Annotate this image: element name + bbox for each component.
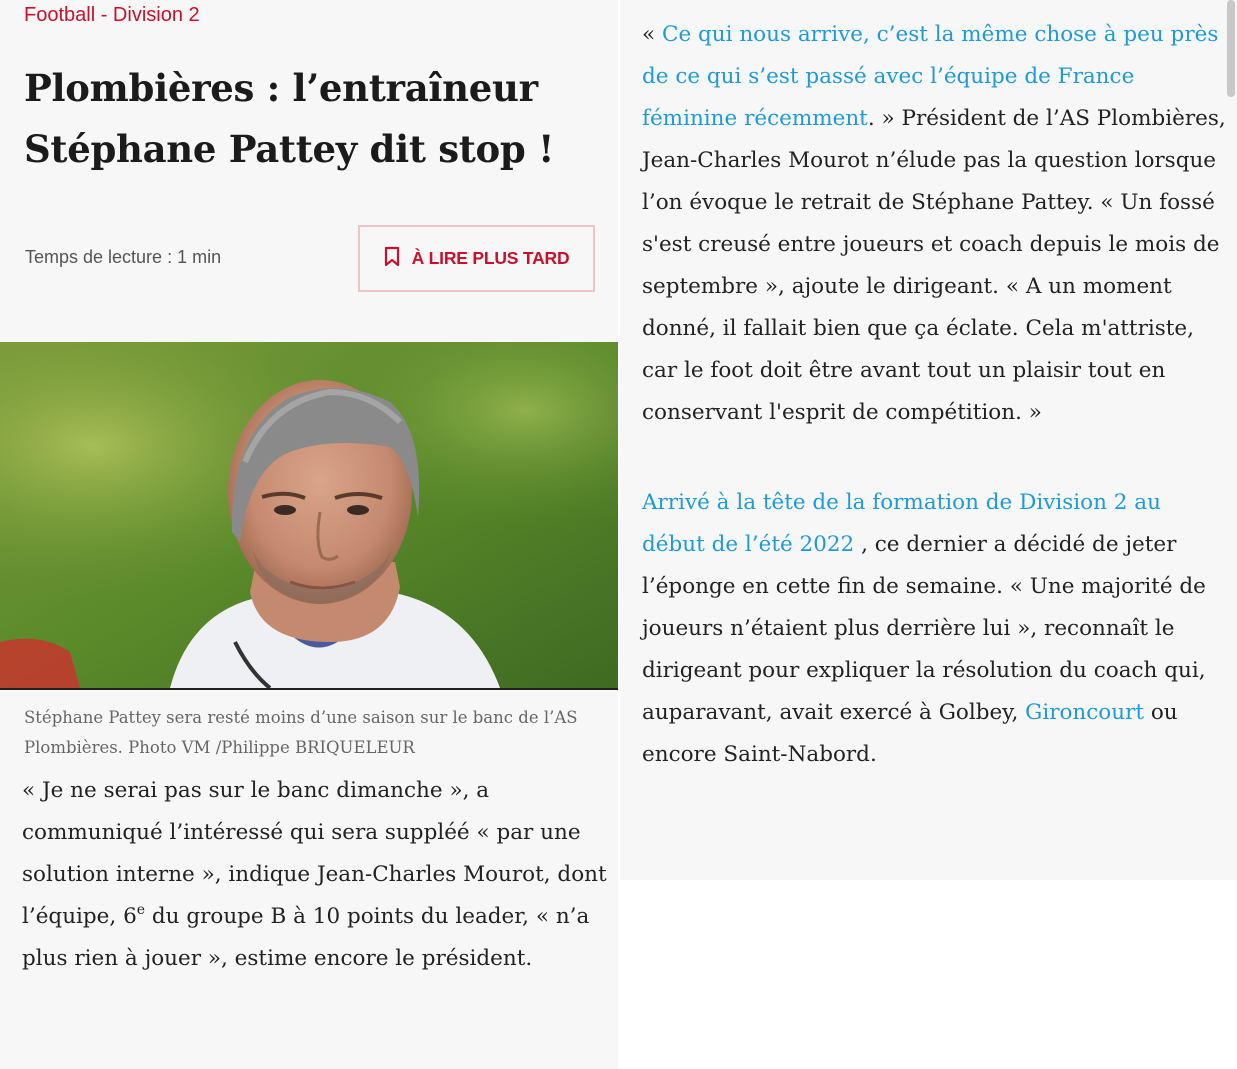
read-later-label: À LIRE PLUS TARD (411, 248, 570, 268)
article-link-gironcourt[interactable]: Gironcourt (1025, 700, 1145, 725)
paragraph-text: . » Président de l’AS Plombières, Jean-Charles Mourot n’élude pas la question lorsque l’on évoque le retrait de Stéphane Pattey. « Un fossé s'est creusé entre joueurs et coach depuis le mois de septembre », ajoute le dirigeant. « A un moment donné, il fallait bien que ça éclate. Cela m'attriste, car le foot doit être avant tout un plaisir tout en conservant l'esprit de compétition. » (642, 106, 1226, 425)
body-paragraph-1 (642, 14, 1227, 434)
reading-time: Temps de lecture : 1 min (25, 247, 222, 267)
article-kicker[interactable]: Football - Division 2 (24, 4, 200, 26)
title-line-2: Stéphane Pattey dit stop ! (24, 127, 555, 171)
read-later-button[interactable] (358, 225, 595, 292)
photo-caption: Stéphane Pattey sera resté moins d’une saison sur le banc de l’AS Plombières. Photo VM /Philippe BRIQUELEUR (24, 708, 578, 757)
paragraph-text-end: ou encore Saint-Nabord. (642, 700, 1178, 767)
bookmark-icon (384, 246, 400, 272)
title-line-1: Plombières : l’entraîneur (24, 66, 538, 110)
body-paragraph-2 (642, 482, 1227, 776)
article-photo (0, 342, 618, 690)
article-title (24, 58, 604, 180)
article-lead-paragraph (22, 770, 612, 980)
open-quote: « (642, 22, 662, 47)
article-link-equipe-france[interactable]: Ce qui nous arrive, c’est la même chose à peu près de ce qui s’est passé avec l’équipe de France féminine récemment (642, 22, 1219, 131)
scrollbar-thumb[interactable] (1227, 0, 1235, 97)
article-body (642, 14, 1227, 776)
lead-text-end: du groupe B à 10 points du leader, « n’a plus rien à jouer », estime encore le président. (22, 904, 590, 971)
ordinal-suffix: e (136, 902, 146, 918)
paragraph-text: , ce dernier a décidé de jeter l’éponge en cette fin de semaine. « Une majorité de joueurs n’étaient plus derrière lui », reconnaît le dirigeant pour expliquer la résolution du coach qui, auparavant, avait exercé à Golbey, (642, 532, 1206, 725)
lead-text: « Je ne serai pas sur le banc dimanche », a communiqué l’intéressé qui sera suppléé « par une solution interne », indique Jean-Charles Mourot, dont l’équipe, 6 (22, 778, 607, 929)
article-link-division-2[interactable]: Arrivé à la tête de la formation de Division 2 au début de l’été 2022 (642, 490, 1161, 557)
